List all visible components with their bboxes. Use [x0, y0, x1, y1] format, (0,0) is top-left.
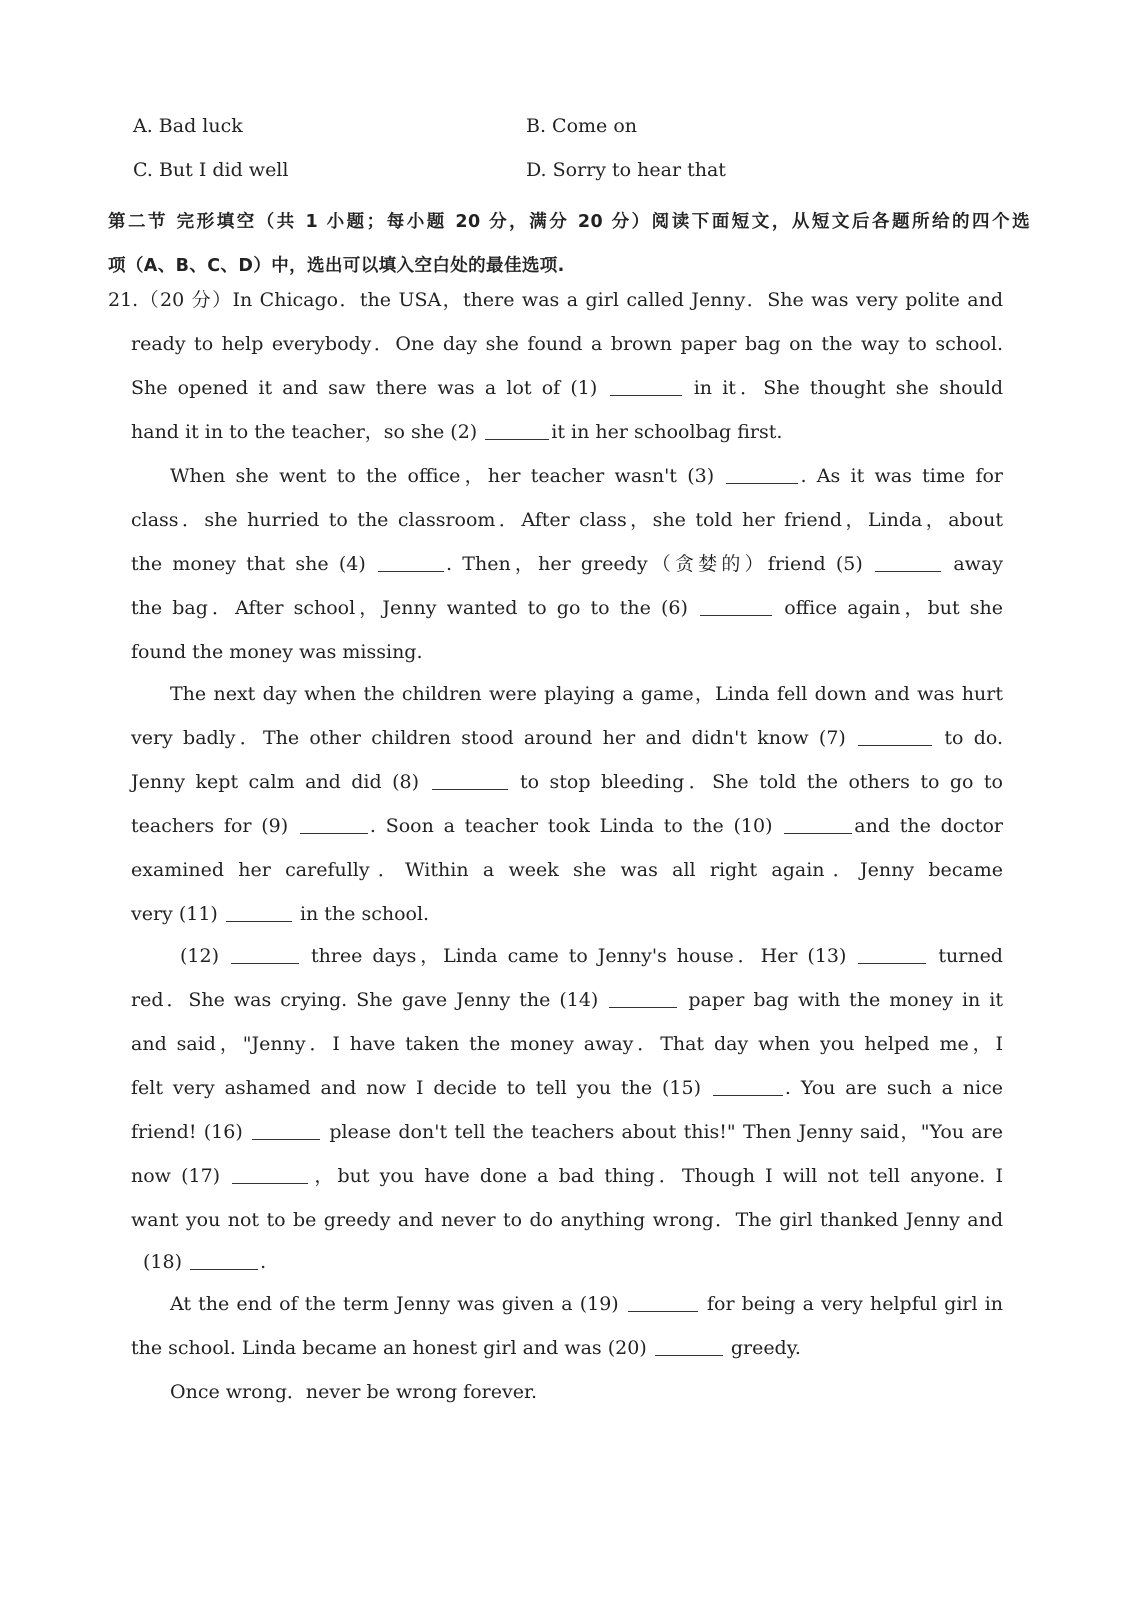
- passage-line: [131, 410, 1003, 454]
- blank-16: [252, 1139, 320, 1140]
- passage-text: in the school.: [299, 903, 430, 925]
- passage-text: to stop bleeding．She told the others to go to: [519, 771, 1003, 793]
- option-row: [133, 156, 1033, 200]
- passage-text: . As it was time for: [800, 465, 1003, 487]
- passage-text: . Then，her greedy（贪婪的）friend (5): [446, 553, 863, 575]
- passage-text: in it．She thought she should: [693, 377, 1004, 399]
- passage-text: She opened it and saw there was a lot of (1): [131, 377, 598, 399]
- passage-line: want you not to be greedy and never to do anything wrong．The girl thanked Jenny and: [131, 1209, 1003, 1231]
- passage-text: felt very ashamed and now I decide to tell you the (15): [131, 1077, 701, 1099]
- option-a: A. Bad luck: [133, 115, 243, 137]
- passage-paragraph-3: [170, 672, 1003, 716]
- blank-7: [858, 745, 932, 746]
- passage-text: the bag．After school，Jenny wanted to go to the (6): [131, 597, 688, 619]
- blank-8: [432, 789, 508, 790]
- passage-text: red．She was crying. She gave Jenny the (14): [131, 989, 599, 1011]
- passage-text: . Soon a teacher took Linda to the (10): [369, 815, 773, 837]
- passage-line: [170, 454, 1003, 498]
- passage-paragraph-2: [170, 454, 1003, 498]
- passage-text: .: [260, 1251, 267, 1273]
- passage-text: teachers for (9): [131, 815, 289, 837]
- option-row: [133, 112, 1033, 156]
- passage-paragraph-4-cont: [131, 978, 1003, 1242]
- passage-text: for being a very helpful girl in: [706, 1293, 1004, 1315]
- option-d: D. Sorry to hear that: [526, 159, 726, 181]
- passage-line: and said，"Jenny．I have taken the money away．That day when you helped me，I: [131, 1033, 1003, 1055]
- passage-line: [143, 1240, 443, 1284]
- passage-line: [131, 804, 1003, 848]
- passage-line: examined her carefully．Within a week she was all right again．Jenny became: [131, 859, 1003, 881]
- option-b: B. Come on: [526, 115, 637, 137]
- blank-2: [485, 439, 549, 440]
- passage-line: [131, 1110, 1003, 1154]
- passage-text: very badly．The other children stood around her and didn't know (7): [131, 727, 846, 749]
- answer-options: [133, 112, 1033, 200]
- passage-text: the money that she (4): [131, 553, 366, 575]
- passage-line: [131, 1154, 1003, 1198]
- passage-line: found the money was missing.: [131, 641, 423, 663]
- passage-text: three days，Linda came to Jenny's house．Her (13): [310, 945, 847, 967]
- blank-9: [300, 833, 368, 834]
- blank-1: [610, 395, 682, 396]
- section-header-line: 第二节 完形填空（共 1 小题；每小题 20 分，满分 20 分）阅读下面短文，从短文后各题所给的四个选: [108, 212, 1030, 232]
- passage-text: the school. Linda became an honest girl and was (20): [131, 1337, 647, 1359]
- passage-line: [131, 760, 1003, 804]
- passage-text: greedy.: [730, 1337, 801, 1359]
- blank-20: [655, 1355, 723, 1356]
- passage-line: The next day when the children were playing a game，Linda fell down and was hurt: [170, 683, 1003, 705]
- option-c: C. But I did well: [133, 159, 289, 181]
- blank-12: [231, 963, 299, 964]
- passage-text: At the end of the term Jenny was given a (19): [170, 1293, 619, 1315]
- passage-line: [131, 892, 1003, 936]
- passage-text: . You are such a nice: [784, 1077, 1003, 1099]
- blank-11: [226, 921, 292, 922]
- blank-3: [726, 483, 798, 484]
- passage-text: turned: [938, 945, 1003, 967]
- passage-line: [131, 978, 1003, 1022]
- blank-10: [784, 833, 852, 834]
- blank-15: [713, 1095, 783, 1096]
- passage-text: friend! (16): [131, 1121, 243, 1143]
- blank-4: [378, 571, 444, 572]
- section-header: [108, 200, 1030, 288]
- passage-text: and the doctor: [854, 815, 1003, 837]
- passage-text: When she went to the office，her teacher wasn't (3): [170, 465, 715, 487]
- passage-line: 21.（20 分）In Chicago．the USA，there was a girl called Jenny．She was very polite and: [108, 289, 1003, 311]
- passage-line: Once wrong．never be wrong forever.: [170, 1381, 537, 1403]
- blank-13: [858, 963, 926, 964]
- section-header-line: 项（A、B、C、D）中，选出可以填入空白处的最佳选项.: [108, 256, 565, 276]
- passage-text: away: [953, 553, 1003, 575]
- passage-paragraph-2-cont: [131, 498, 1003, 674]
- passage-line: [131, 1066, 1003, 1110]
- passage-line: [131, 366, 1003, 410]
- passage-line: [180, 934, 1003, 978]
- passage-paragraph-4: [180, 934, 1003, 978]
- passage-text: (18): [143, 1251, 183, 1273]
- passage-paragraph-5-cont: [131, 1326, 1003, 1370]
- blank-19: [628, 1311, 698, 1312]
- blank-5: [875, 571, 941, 572]
- passage-text: very (11): [131, 903, 218, 925]
- passage-paragraph-1-cont: [131, 322, 1003, 454]
- passage-paragraph-6: [170, 1370, 1003, 1414]
- passage-text: (12): [180, 945, 220, 967]
- passage-text: to do.: [944, 727, 1004, 749]
- blank-14: [609, 1007, 677, 1008]
- passage-text: please don't tell the teachers about this!" Then Jenny said，"You are: [329, 1121, 1003, 1143]
- passage-text: office again，but she: [784, 597, 1003, 619]
- passage-text: hand it in to the teacher，so she (2): [131, 421, 478, 443]
- passage-paragraph-3-cont: [131, 716, 1003, 936]
- passage-line: [131, 586, 1003, 630]
- blank-6: [700, 615, 772, 616]
- passage-line: [170, 1282, 1003, 1326]
- passage-text: now (17): [131, 1165, 221, 1187]
- passage-text: ，but you have done a bad thing．Though I will not tell anyone. I: [310, 1165, 1003, 1187]
- passage-paragraph-4-end: [143, 1240, 443, 1284]
- blank-18: [190, 1269, 258, 1270]
- passage-paragraph-5: [170, 1282, 1003, 1326]
- passage-line: [131, 716, 1003, 760]
- passage-line: ready to help everybody．One day she found a brown paper bag on the way to school.: [131, 333, 1003, 355]
- passage-line: class．she hurried to the classroom．After class，she told her friend，Linda，about: [131, 509, 1003, 531]
- passage-line: [131, 1326, 1003, 1370]
- passage-line: [131, 542, 1003, 586]
- blank-17: [232, 1183, 308, 1184]
- passage-text: it in her schoolbag first.: [551, 421, 783, 443]
- passage-text: Jenny kept calm and did (8): [131, 771, 420, 793]
- passage-paragraph-1: [108, 278, 1003, 322]
- passage-text: paper bag with the money in it: [688, 989, 1003, 1011]
